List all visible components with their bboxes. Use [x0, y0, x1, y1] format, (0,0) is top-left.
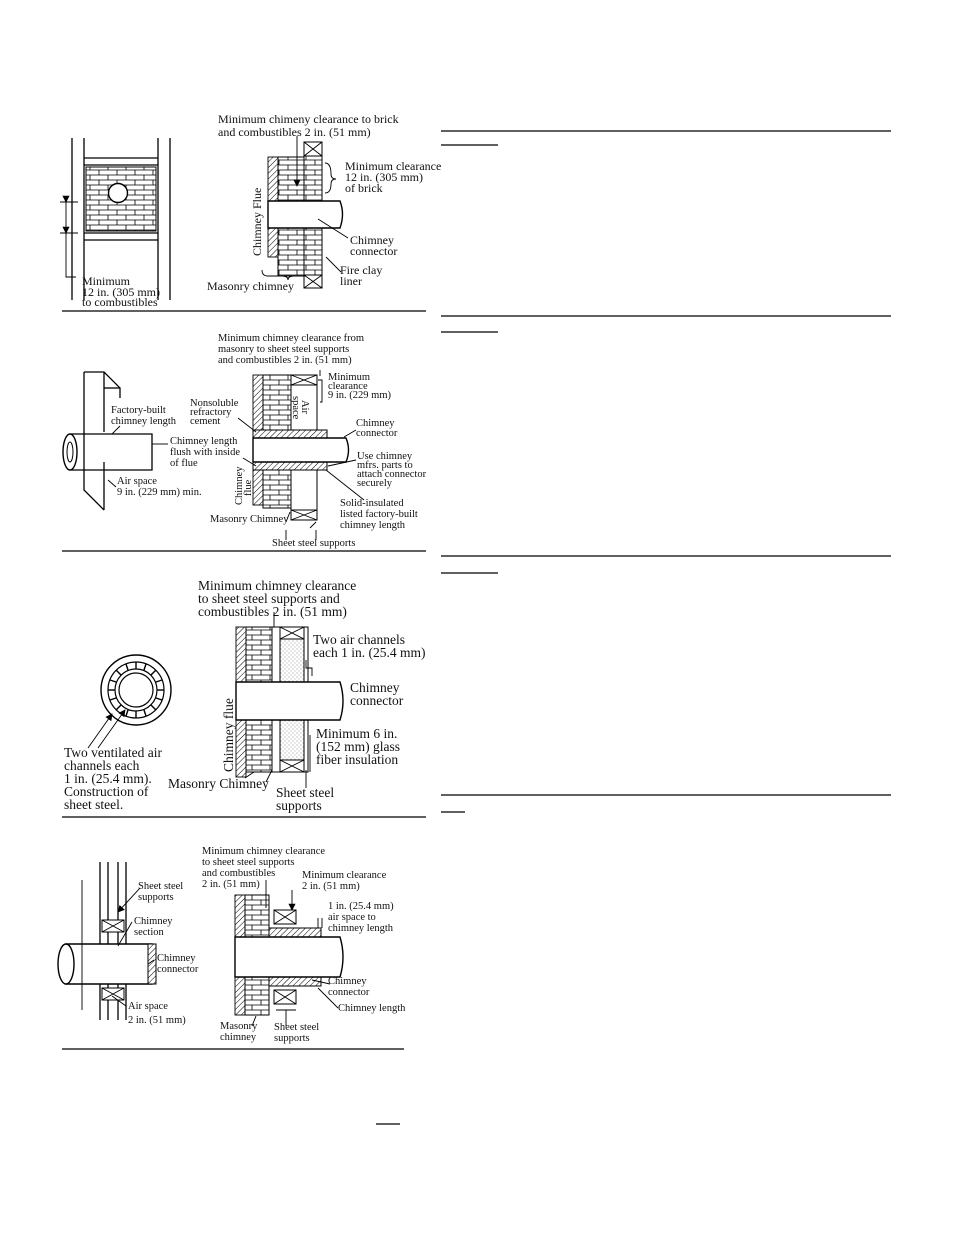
panel-3-ventilated [62, 578, 426, 817]
p2-supports-label: Sheet steel supports [272, 538, 356, 549]
p2-nonsoluble-line3: cement [190, 416, 221, 427]
p2-flue-line1: Chimney [234, 466, 245, 505]
p4-masonry-line2: chimney [220, 1032, 257, 1043]
p3-vent-line4: Construction of [64, 784, 149, 799]
p1-combust-line2: 12 in. (305 mm) [82, 285, 160, 299]
p2-use-line4: securely [357, 478, 392, 489]
p2-nonsoluble-line2: refractory [190, 407, 232, 418]
p2-min-line2: clearance [328, 381, 368, 392]
p4-connector-left-line2: connector [157, 964, 199, 975]
p3-vent-line2: channels each [64, 758, 140, 773]
p2-top-line2: masonry to sheet steel supports [218, 344, 350, 355]
p1-combust-line3: to combustibles [82, 295, 158, 309]
p2-nonsoluble-line1: Nonsoluble [190, 398, 239, 409]
p3-supports-line2: supports [276, 798, 322, 813]
p2-min-line3: 9 in. (229 mm) [328, 390, 391, 401]
p2-solid-line3: chimney length [340, 520, 406, 531]
p3-masonry-label: Masonry Chimney [168, 776, 269, 791]
p4-air-line1: Air space [128, 1001, 168, 1012]
p4-supports-line2: supports [274, 1033, 310, 1044]
p4-min-clearance-line2: 2 in. (51 mm) [302, 881, 360, 892]
p3-connector-line2: connector [350, 693, 404, 708]
p3-top-line3: combustibles 2 in. (51 mm) [198, 604, 347, 619]
p4-connector-left-line1: Chimney [157, 953, 196, 964]
masonry-section-drawing [262, 136, 348, 288]
p4-air-space-line2: air space to [328, 912, 376, 923]
p4-connector-right-line1: Chimney [328, 976, 367, 987]
panel-4-sheet-steel [58, 846, 406, 1049]
p3-flue-label: Chimney flue [221, 698, 236, 772]
p2-top-line3: and combustibles 2 in. (51 mm) [218, 355, 352, 366]
p4-sheet-steel-line1: Sheet steel [138, 881, 184, 892]
p4-connector-right-line2: connector [328, 987, 370, 998]
p1-top-label-line2: and combustibles 2 in. (51 mm) [218, 125, 371, 139]
p2-solid-line2: listed factory-built [340, 509, 418, 520]
p4-top-line4: 2 in. (51 mm) [202, 879, 260, 890]
p1-liner-line2: liner [340, 274, 362, 288]
p1-top-label-line1: Minimum chimeny clearance to brick [218, 112, 399, 126]
p3-min6-line3: fiber insulation [316, 752, 399, 767]
p3-min6-line1: Minimum 6 in. [316, 726, 398, 741]
right-column-rules [441, 131, 891, 812]
p3-supports-line1: Sheet steel [276, 785, 335, 800]
p3-two-air-line2: each 1 in. (25.4 mm) [313, 645, 426, 660]
p4-section-line2: section [134, 927, 164, 938]
p4-length-label: Chimney length [338, 1003, 406, 1014]
p3-top-line2: to sheet steel supports and [198, 591, 340, 606]
p3-two-air-line1: Two air channels [313, 632, 406, 647]
p4-section-line1: Chimney [134, 916, 173, 927]
p1-combust-line1: Minimum [82, 274, 131, 288]
p1-chimney-flue-label: Chimney Flue [250, 187, 264, 256]
p1-min-clearance-line3: of brick [345, 181, 383, 195]
p2-min-line1: Minimum [328, 372, 371, 383]
p2-air-line1: Air space [117, 476, 157, 487]
p2-factory-line2: chimney length [111, 416, 177, 427]
p2-air-space-vertical-line2: space [290, 396, 301, 420]
p1-masonry-label: Masonry chimney [207, 279, 294, 293]
p4-air-space-line1: 1 in. (25.4 mm) [328, 901, 394, 912]
p3-vent-line1: Two ventilated air [64, 745, 163, 760]
p2-flush-line2: flush with inside [170, 447, 240, 458]
p4-air-space-line3: chimney length [328, 923, 394, 934]
p2-factory-line1: Factory-built [111, 405, 166, 416]
p2-flush-line1: Chimney length [170, 436, 238, 447]
p3-connector-line1: Chimney [350, 680, 400, 695]
p4-top-line2: to sheet steel supports [202, 857, 295, 868]
p3-vent-line3: 1 in. (25.4 mm). [64, 771, 152, 786]
p4-min-clearance-line1: Minimum clearance [302, 870, 387, 881]
p3-top-line1: Minimum chimney clearance [198, 578, 357, 593]
p2-flush-line3: of flue [170, 458, 198, 469]
p2-air-line2: 9 in. (229 mm) min. [117, 487, 202, 498]
p2-connector-line1: Chimney [356, 418, 395, 429]
p2-masonry-label: Masonry Chimney [210, 514, 289, 525]
p1-min-clearance-line2: 12 in. (305 mm) [345, 170, 423, 184]
p3-min6-line2: (152 mm) glass [316, 739, 400, 754]
ventilated-thimble-drawing [88, 655, 171, 748]
p4-air-line2: 2 in. (51 mm) [128, 1015, 186, 1026]
p2-top-line1: Minimum chimney clearance from [218, 333, 365, 344]
p2-connector-line2: connector [356, 428, 398, 439]
p1-liner-line1: Fire clay [340, 263, 383, 277]
panel-2-factory-built [62, 333, 427, 551]
p2-use-line2: mfrs. parts to [357, 460, 413, 471]
p4-masonry-line1: Masonry [220, 1021, 258, 1032]
sheet-steel-section-drawing [235, 880, 343, 1026]
p3-vent-line5: sheet steel. [64, 797, 124, 812]
p4-sheet-steel-line2: supports [138, 892, 174, 903]
p2-use-line3: attach connector [357, 469, 427, 480]
p4-supports-line1: Sheet steel [274, 1022, 320, 1033]
p2-use-line1: Use chimney [357, 451, 413, 462]
p1-connector-line1: Chimney [350, 233, 394, 247]
p4-top-line3: and combustibles [202, 868, 276, 879]
p2-flue-line2: flue [243, 479, 254, 496]
p1-min-clearance-line1: Minimum clearance [345, 159, 442, 173]
p1-connector-line2: connector [350, 244, 398, 258]
p4-top-line1: Minimum chimney clearance [202, 846, 326, 857]
p2-solid-line1: Solid-insulated [340, 498, 404, 509]
panel-1-masonry-chimney [60, 112, 441, 311]
p2-air-space-vertical-line1: Air [299, 400, 310, 414]
